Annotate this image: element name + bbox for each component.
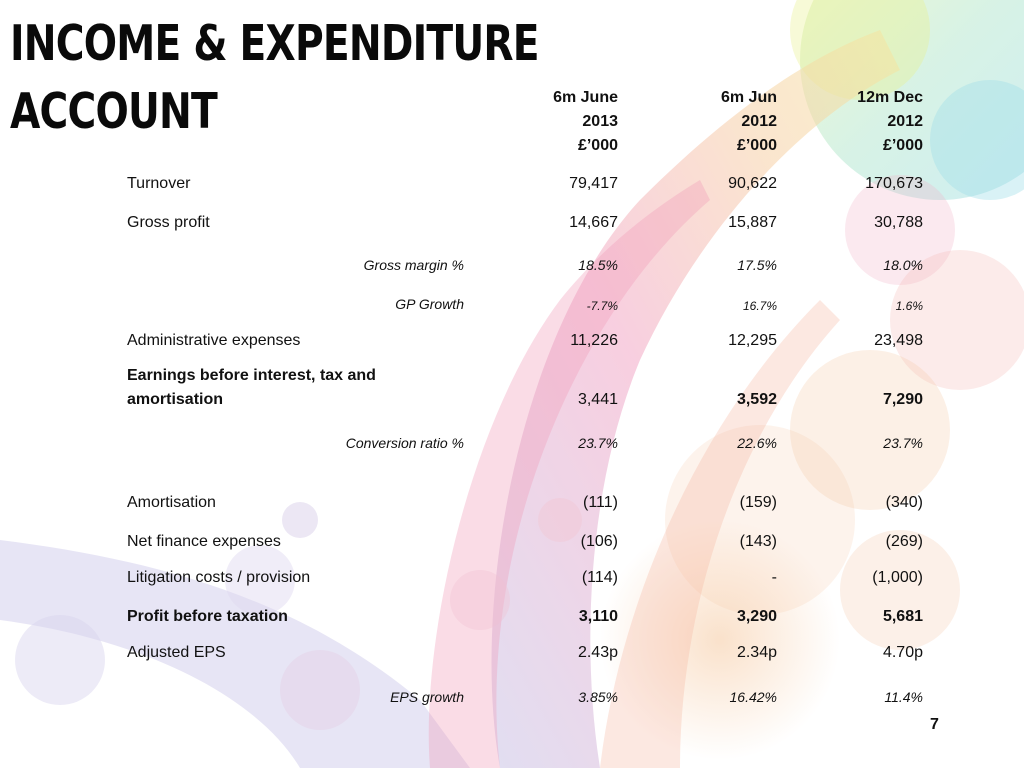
cell-ebita-dec-2012: 7,290	[882, 391, 923, 408]
cell-amortisation-jun-2012: (159)	[739, 494, 777, 511]
cell-eps-growth-jun-2012: 16.42%	[729, 689, 777, 705]
row-label-net-finance: Net finance expenses	[127, 533, 281, 550]
row-label-litigation: Litigation costs / provision	[127, 569, 311, 586]
column-header-12m-dec-2012	[800, 86, 923, 158]
column-header-line: £’000	[577, 137, 618, 154]
cell-eps-growth-dec-2012: 11.4%	[884, 689, 923, 705]
cell-profit-before-tax-dec-2012: 5,681	[882, 608, 923, 625]
cell-net-finance-dec-2012: (269)	[885, 533, 923, 550]
cell-eps-growth-2013: 3.85%	[578, 689, 618, 705]
cell-profit-before-tax-2013: 3,110	[578, 608, 618, 625]
column-header-line: 6m Jun	[720, 89, 777, 106]
column-header-line: £’000	[882, 137, 923, 154]
column-header-line: 2013	[582, 113, 618, 130]
cell-admin-expenses-2013: 11,226	[570, 332, 618, 349]
slide-title-line1: INCOME & EXPENDITURE	[10, 15, 539, 72]
row-label-ebita	[127, 364, 376, 412]
cell-gross-margin-dec-2012: 18.0%	[883, 257, 923, 273]
slide-title	[10, 10, 539, 146]
cell-conversion-ratio-2013: 23.7%	[578, 435, 618, 451]
cell-litigation-jun-2012: -	[771, 569, 777, 586]
row-label-ebita-line1: Earnings before interest, tax and	[127, 367, 376, 384]
cell-adjusted-eps-dec-2012: 4.70p	[882, 644, 923, 661]
row-label-profit-before-tax: Profit before taxation	[127, 608, 288, 625]
cell-amortisation-2013: (111)	[583, 494, 618, 511]
cell-admin-expenses-dec-2012: 23,498	[874, 332, 923, 349]
cell-gross-profit-jun-2012: 15,887	[728, 214, 777, 231]
cell-conversion-ratio-jun-2012: 22.6%	[737, 435, 777, 451]
row-label-ebita-line2: amortisation	[127, 391, 224, 408]
cell-amortisation-dec-2012: (340)	[885, 494, 923, 511]
cell-turnover-2013: 79,417	[569, 175, 618, 192]
row-label-amortisation: Amortisation	[127, 494, 216, 511]
row-label-gp-growth: GP Growth	[395, 296, 464, 312]
cell-admin-expenses-jun-2012: 12,295	[728, 332, 777, 349]
row-label-admin-expenses: Administrative expenses	[127, 332, 301, 349]
cell-conversion-ratio-dec-2012: 23.7%	[883, 435, 923, 451]
cell-turnover-dec-2012: 170,673	[865, 175, 923, 192]
cell-gross-margin-2013: 18.5%	[578, 257, 618, 273]
cell-ebita-jun-2012: 3,592	[736, 391, 777, 408]
cell-net-finance-jun-2012: (143)	[739, 533, 777, 550]
cell-gp-growth-2013: -7.7%	[586, 299, 618, 313]
cell-gp-growth-dec-2012: 1.6%	[895, 299, 923, 313]
cell-adjusted-eps-jun-2012: 2.34p	[736, 644, 777, 661]
row-label-adjusted-eps: Adjusted EPS	[127, 644, 226, 661]
row-label-conversion-ratio: Conversion ratio %	[345, 435, 464, 451]
cell-turnover-jun-2012: 90,622	[728, 175, 777, 192]
cell-gp-growth-jun-2012: 16.7%	[742, 299, 777, 313]
page-number: 7	[930, 716, 939, 733]
column-header-6m-jun-2012	[660, 86, 777, 158]
row-label-gross-margin: Gross margin %	[363, 257, 464, 273]
column-header-line: 12m Dec	[857, 89, 923, 106]
column-header-line: 2012	[887, 113, 923, 130]
column-header-line: 2012	[741, 113, 777, 130]
column-header-6m-june-2013	[500, 86, 618, 158]
cell-gross-profit-dec-2012: 30,788	[874, 214, 923, 231]
row-label-gross-profit: Gross profit	[127, 214, 210, 231]
cell-ebita-2013: 3,441	[577, 391, 618, 408]
cell-adjusted-eps-2013: 2.43p	[577, 644, 618, 661]
slide-title-line2: ACCOUNT	[10, 83, 217, 140]
cell-net-finance-2013: (106)	[580, 533, 618, 550]
row-label-eps-growth: EPS growth	[390, 689, 464, 705]
column-header-line: £’000	[736, 137, 777, 154]
cell-gross-margin-jun-2012: 17.5%	[737, 257, 777, 273]
cell-gross-profit-2013: 14,667	[569, 214, 618, 231]
cell-litigation-dec-2012: (1,000)	[872, 569, 923, 586]
cell-profit-before-tax-jun-2012: 3,290	[736, 608, 777, 625]
cell-litigation-2013: (114)	[581, 569, 618, 586]
column-header-line: 6m June	[553, 89, 618, 106]
row-label-turnover: Turnover	[127, 175, 191, 192]
